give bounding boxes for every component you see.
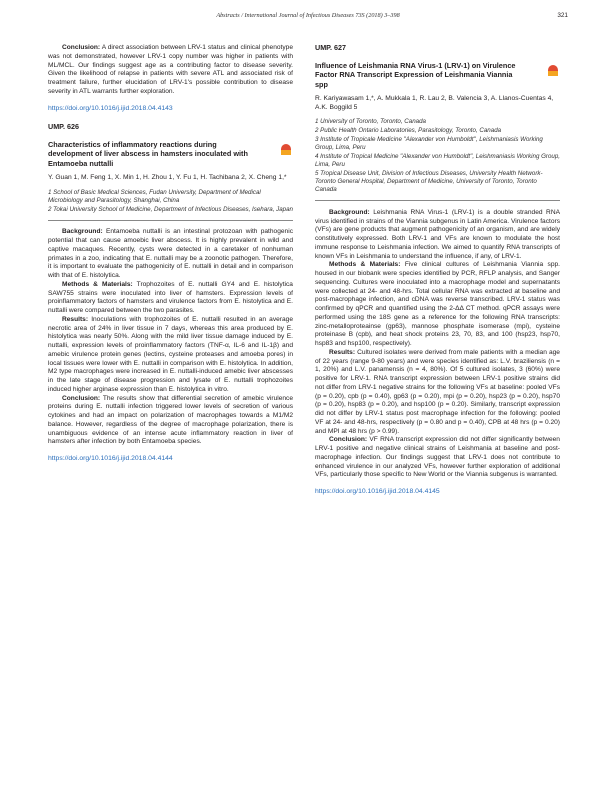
affiliation: 2 Public Health Ontario Laboratories, Parasitology, Toronto, Canada [315,127,502,135]
paragraph-text: Inoculations with trophozoites of E. nuttalli resulted in an average necrotic area of 24% in liver tissue in 7 days, whereas this area produced by E. histolytica was nearly 50%. Along with the mild liver tissue damage induced by E. nuttalli, expression levels of proinflammatory factors (TNF-α, IL-6 and IL-1β) and amebic virulence protein genes (lectins, cysteine proteases and amoeba pores) in local tissues were lower with E. nuttalli in comparison with E. histolytica. In addition, M2 type macrophages were increased in E. nuttalli-induced amebic liver abscesses in the late stage of disease progression and lysate of E. nuttalli trophozoites induced higher arginase expression than E. histolytica in vitro. [48,315,293,393]
doi-link[interactable]: https://doi.org/10.1016/j.ijid.2018.04.4143 [48,104,173,112]
paragraph-text: Leishmania RNA Virus-1 (LRV-1) is a double stranded RNA virus identified in strains of the Viannia subgenus in Latin America. Virulence factors (VFs) are gene products that augment pathogenicity of an organism, and are widely constitutively expressed. Both LRV-1 and VFs are known to modulate the host immune response to Leishmania infection. We aimed to quantify RNA transcripts of known VFs in Leishmania to understand the influence, if any, of LRV-1. [315,208,560,260]
paragraph-text: The results show that differential secretion of amebic virulence proteins during E. nuttalli infection triggered lower levels of secretion of various cytokines and had an impact on polarization of macrophages towards a M1/M2 balance. However, regardless of the degree of macrophage polarization, there is unambiguous evidence of an intense acute inflammatory reaction in liver of hamsters after infection by both Entamoeba species. [48,394,293,446]
affiliation: 1 University of Toronto, Toronto, Canada [315,118,426,126]
section-lead: Methods & Materials: [329,261,401,269]
journal-header: Abstracts / International Journal of Infectious Diseases 73S (2018) 3–398 [216,12,400,19]
crossmark-icon[interactable] [546,63,560,78]
conclusion-paragraph [48,395,293,448]
doi-link[interactable]: https://doi.org/10.1016/j.ijid.2018.04.4145 [315,488,440,495]
methods-paragraph [48,281,293,316]
section-lead: Results: [62,315,89,323]
affiliation: 1 School of Basic Medical Sciences, Fudan University, Department of Medical Microbiology and Parasitology, Shanghai, China [48,188,261,204]
crossmark-icon[interactable] [279,142,293,157]
title-row [48,140,293,168]
background-paragraph [315,209,560,262]
section-lead: Conclusion: [62,44,101,51]
paragraph-text: A direct association between LRV-1 status and clinical phenotype was not demonstrated, however LRV-1 copy number was higher in patients with ML/MCL. Our findings suggest age as a contributing factor to disease severity. Given the likelihood of relapse in patients with severe ATL and associated risk of treatment failure, further elucidation of LRV-1's possible contribution to disease severity in ATL warrants further exploration. [48,44,294,95]
page-number: 321 [557,12,568,19]
affiliation: 3 Institute of Tropicale Medicine "Alexander von Humboldt", Leishmaniasis Working Group, Lima, Peru [315,136,543,152]
affiliations [315,118,560,194]
paragraph-text: Trophozoites of E. nuttalli GY4 and E. histolytica SAW755 strains were inoculated into liver of hamsters. Expression levels of proinflammatory factors of hamsters and virulence factors from E. histolytica and E. nuttalli were compared between the two parasites. [48,280,293,315]
author-list: Y. Guan 1, M. Feng 1, X. Min 1, H. Zhou 1, Y. Fu 1, H. Tachibana 2, X. Cheng 1,* [48,174,287,182]
conclusion-paragraph [315,436,560,480]
paragraph-text: VF RNA transcript expression did not differ significantly between LRV-1 positive and negative clinical strains of Leishmania at baseline and post-macrophage infection. Our findings suggest that LRV-1 does not contribute to enhanced virulence in our analyzed VFs, however further exploration of additional VFs, particularly those specific to New World or the Viannia subgenus is warranted. [315,436,560,479]
results-paragraph [315,349,560,437]
doi-link[interactable]: https://doi.org/10.1016/j.ijid.2018.04.4144 [48,455,173,463]
paragraph-text: Cultured isolates were derived from male patients with a median age of 22 years (range 9-80 years) and were species identified as: L.V. braziliensis (n = 1, 20%) and L.V. panamensis (n = 4, 80%). Of 5 cultured isolates, 3 (60%) were positive for LRV-1. RNA transcript expression between LRV-1 positive strains did not differ from LRV-1 negative strains for the following VFs at baseline: pooled VFs (p = 0.20), cpb (p = 0.40), gp63 (p = 0.20), mpi (p = 0.20), hsp23 (p = 0.20), hsp70 (p = 0.20), hsp83 (p = 0.20), and hsp100 (p = 0.20). Similarly, transcript expression did not differ by LRV-1 status post macrophage infection for the following: pooled VF at 24- and 48-hrs, respectively (p = 0.80 and p = 0.40), CPB at 48 hrs (p = 0.20) and MPI at 48 hrs (p > 0.99). [315,348,560,435]
conclusion-paragraph [48,44,293,97]
divider [48,220,293,221]
author-list: R. Kariyawasam 1,*, A. Mukkala 1, R. Lau 2, B. Valencia 3, A. Llanos-Cuentas 4, A.K. Boggild 5 [315,94,554,111]
section-lead: Methods & Materials: [62,280,133,288]
left-column [48,44,293,474]
paragraph-text: Entamoeba nuttalli is an intestinal protozoan with pathogenic potential that can cause amoebic liver abscess. It is highly prevalent in wild and captive macaques. Recently, cysts were detected in a caretaker of nonhuman primates in a zoo, indicating that E. nuttalli may be a zoonotic pathogen. Therefore, it is important to evaluate the pathogenicity of E. nuttalli in detail and in comparison with that of E. histolytica. [48,228,293,280]
affiliation: 5 Tropical Disease Unit, Division of Infectious Diseases, University Health Network-Toronto General Hospital, Department of Medicine, University of Toronto, Toronto Canada [315,170,543,194]
paragraph-text: Five clinical cultures of Leishmania Viannia spp. housed in our biobank were species identified by PCR, RFLP analysis, and Sanger sequencing. Cultures were inoculated into a macrophage model and supernatants were collected at 24- and 48-hrs. Total cellular RNA was extracted at baseline and post-macrophage infection, and cDNA was reverse transcribed. LRV-1 status was confirmed by qPCR and quantified using the 2-ΔΔ CT method. qPCR assays were performed using the 18S gene as a reference for the following RNA transcripts: zinc-metalloproteainse (gp63), mannose phosphate isomerase (mpi), cysteine proteinase B (cpb), and heat shock proteins 23, 70, 83, and 100 (hsp23, hsp70, hsp83 and hsp100, respectively). [315,261,560,347]
affiliation: 4 Institute of Tropical Medicine "Alexander von Humboldt", Leishmaniasis Working Group, Lima, Peru [315,153,561,169]
title-row [315,61,560,89]
results-paragraph [48,316,293,395]
abstract-title: Characteristics of inflammatory reactions during development of liver abscess in hamsters inoculated with Entamoeba nuttalli [48,140,248,168]
section-lead: Conclusion: [62,394,101,402]
methods-paragraph [315,261,560,349]
background-paragraph [48,228,293,281]
section-lead: Conclusion: [329,436,368,444]
affiliation: 2 Tokai University School of Medicine, Department of Infectious Diseases, Isehara, Japan [48,205,293,213]
abstract-title: Influence of Leishmania RNA Virus-1 (LRV-1) on Virulence Factor RNA Transcript Expression of Leishmania Viannia spp [315,60,516,89]
affiliations [48,189,293,214]
right-column [315,44,560,507]
section-lead: Background: [329,208,370,216]
divider [315,200,560,201]
abstract-id: UMP. 626 [48,122,80,132]
section-lead: Results: [329,348,356,356]
section-lead: Background: [62,228,103,236]
abstract-id: UMP. 627 [315,43,347,52]
